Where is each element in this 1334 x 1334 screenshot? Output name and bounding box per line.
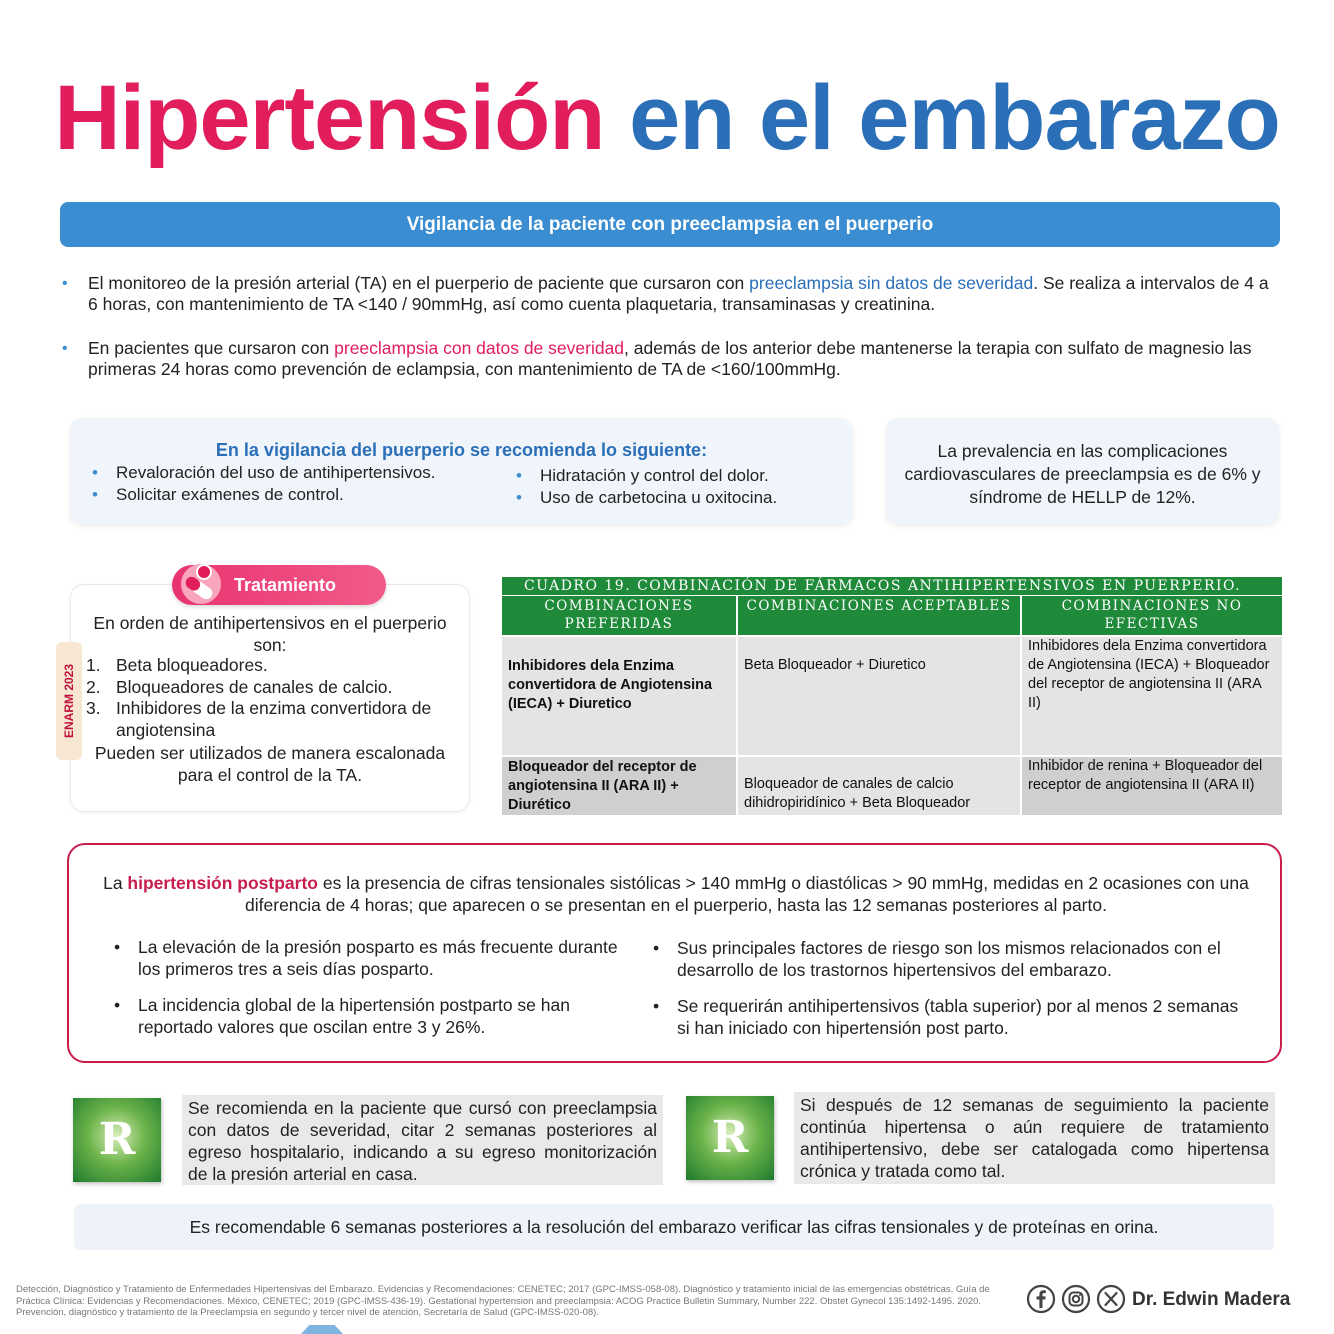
treatment-note: Pueden ser utilizados de manera escalonada para el control de la TA. xyxy=(94,743,446,785)
table-header-not-effective: COMBINACIONES NO EFECTIVAS xyxy=(1022,596,1282,635)
references: Detección, Diagnóstico y Tratamiento de Enfermedades Hipertensivas del Embarazo. Evidencias y Recomendaciones: CENETEC; 2017 (GPC-IMSS-058-08). Diagnóstico y tratamiento inicial de las emergencias obstétricas. Guía de Práctica Clínica: Evidencias y Recomendaciones. México, CENETEC; 2019 (GPC-IMSS-436-19). Gestational hypertension and preeclampsia: ACOG Practice Bulletin Summary, Number 222. Obstet Gynecol 135:1492-1495. 2020. Prevención, diagnóstico y tratamiento de la Preeclampsia en segundo y tercer nivel de atención, Secretaría de Salud (GPC-IMSS-020-08). xyxy=(16,1284,990,1318)
bullet-text: En pacientes que cursaron con xyxy=(88,338,335,358)
highlight-with-severity: preeclampsia con datos de severidad xyxy=(334,338,625,358)
list-item: 3. Inhibidores de la enzima convertidora de angiotensina xyxy=(86,698,432,740)
bullet-text: . Se realiza a intervalos de 4 a 6 horas, con mantenimiento de TA <140 / 90mmHg, así como cuenta plaquetaria, transaminasas y creatinina. xyxy=(88,273,1269,314)
recommend-title: En la vigilancia del puerperio se recomienda lo siguiente: xyxy=(215,440,708,460)
recommend-card xyxy=(70,418,853,524)
bullet-text: El monitoreo de la presión arterial (TA) en el puerperio de paciente que cursaron con xyxy=(88,273,750,293)
list-item: 2. Bloqueadores de canales de calcio. xyxy=(86,676,393,697)
table-header-preferred: COMBINACIONES PREFERIDAS xyxy=(502,596,736,635)
list-item: • Revaloración del uso de antihipertensivos. xyxy=(92,463,436,482)
enarm-badge xyxy=(56,642,82,760)
bullet-dot: • xyxy=(62,340,68,357)
highlight-no-severity: preeclampsia sin datos de severidad xyxy=(749,273,1034,293)
list-item: • Uso de carbetocina u oxitocina. xyxy=(516,488,778,507)
pill-icon xyxy=(176,558,226,608)
title-part-2: en el embarazo xyxy=(629,67,1280,169)
table-cell: Inhibidor de renina + Bloqueador del receptor de angiotensina II (ARA II) xyxy=(1022,757,1282,815)
list-item: • Solicitar exámenes de control. xyxy=(92,485,344,504)
recommendation-r-badge: R xyxy=(73,1098,161,1182)
table-header-acceptable: COMBINACIONES ACEPTABLES xyxy=(738,596,1020,635)
recommendation-text-1: Se recomienda en la paciente que cursó con preeclampsia con datos de severidad, citar 2 semanas posteriores al egreso hospitalario, indicando a su egreso monitorización de la presión arterial en casa. xyxy=(182,1095,663,1185)
combination-table xyxy=(502,577,1282,815)
table-cell: Inhibidores dela Enzima convertidora de Angiotensina (IECA) + Bloqueador del receptor de angiotensina II (ARA II) xyxy=(1022,637,1282,755)
postpartum-bullet-3: • Sus principales factores de riesgo son los mismos relacionados con el desarrollo de los trastornos hipertensivos del embarazo. xyxy=(653,938,1221,980)
enarm-label: ENARM 2023 xyxy=(62,663,76,739)
monitoring-bullet-1 xyxy=(62,273,1282,315)
decorative-shape xyxy=(301,1325,343,1334)
table-cell: Bloqueador de canales de calcio dihidropiridínico + Beta Bloqueador xyxy=(738,757,1020,815)
postpartum-bullet-4: • Se requerirán antihipertensivos (tabla superior) por al menos 2 semanas si han iniciado con hipertensión post parto. xyxy=(653,996,1239,1038)
postpartum-bullet-2: • La incidencia global de la hipertensión postparto se han reportado valores que oscilan entre 3 y 26%. xyxy=(114,995,570,1037)
bullet-text: , además de los anterior debe mantenerse la terapia con sulfato de magnesio las primeras 24 horas como prevención de eclampsia, con mantenimiento de TA de <160/100mmHg. xyxy=(88,338,1252,379)
author-name: Dr. Edwin Madera xyxy=(1132,1289,1291,1310)
instagram-icon[interactable] xyxy=(1061,1284,1091,1314)
section-banner: Vigilancia de la paciente con preeclampsia en el puerperio xyxy=(60,202,1280,247)
table-cell: Bloqueador del receptor de angiotensina II (ARA II) + Diurético xyxy=(502,757,736,815)
facebook-icon[interactable] xyxy=(1026,1284,1056,1314)
list-item: • Hidratación y control del dolor. xyxy=(516,466,769,485)
monitoring-bullet-2 xyxy=(62,338,1282,380)
recommendation-text-2: Si después de 12 semanas de seguimiento la paciente continúa hipertensa o aún requiere de tratamiento antihipertensivo, debe ser catalogada como hipertensa crónica y tratada como tal. xyxy=(794,1092,1275,1184)
table-title: CUADRO 19. COMBINACIÓN DE FÁRMACOS ANTIHIPERTENSIVOS EN PUERPERIO. xyxy=(502,577,1282,595)
postpartum-term: hipertensión postparto xyxy=(127,873,318,893)
postpartum-intro: La hipertensión postparto es la presencia de cifras tensionales sistólicas > 140 mmHg o diastólicas > 90 mmHg, medidas en 2 ocasiones con una diferencia de 4 horas; que aparecen o se presentan en el puerperio, hasta las 12 semanas posteriores al parto. xyxy=(103,873,1249,915)
treatment-pill: Tratamiento xyxy=(172,565,386,605)
bullet-dot: • xyxy=(62,275,68,292)
recommend-list-left xyxy=(92,462,435,506)
title-part-1: Hipertensión xyxy=(54,67,605,169)
page-title xyxy=(0,66,1334,171)
recommendation-r-badge: R xyxy=(686,1096,774,1180)
list-item: 1. Beta bloqueadores. xyxy=(86,655,268,675)
prevalence-card xyxy=(886,418,1279,524)
treatment-list xyxy=(86,655,456,741)
table-cell: Inhibidores dela Enzima convertidora de Angiotensina (IECA) + Diuretico xyxy=(502,637,736,755)
final-note: Es recomendable 6 semanas posteriores a la resolución del embarazo verificar las cifras tensionales y de proteínas en orina. xyxy=(74,1204,1274,1250)
x-icon[interactable] xyxy=(1096,1284,1126,1314)
postpartum-bullet-1: • La elevación de la presión posparto es más frecuente durante los primeros tres a seis días posparto. xyxy=(114,937,618,979)
prevalence-text: La prevalencia en las complicaciones cardiovasculares de preeclampsia es de 6% y síndrome de HELLP de 12%. xyxy=(904,441,1261,507)
treatment-intro: En orden de antihipertensivos en el puerperio son: xyxy=(93,613,447,655)
recommend-list-right xyxy=(516,465,777,509)
table-cell: Beta Bloqueador + Diuretico xyxy=(738,637,1020,755)
